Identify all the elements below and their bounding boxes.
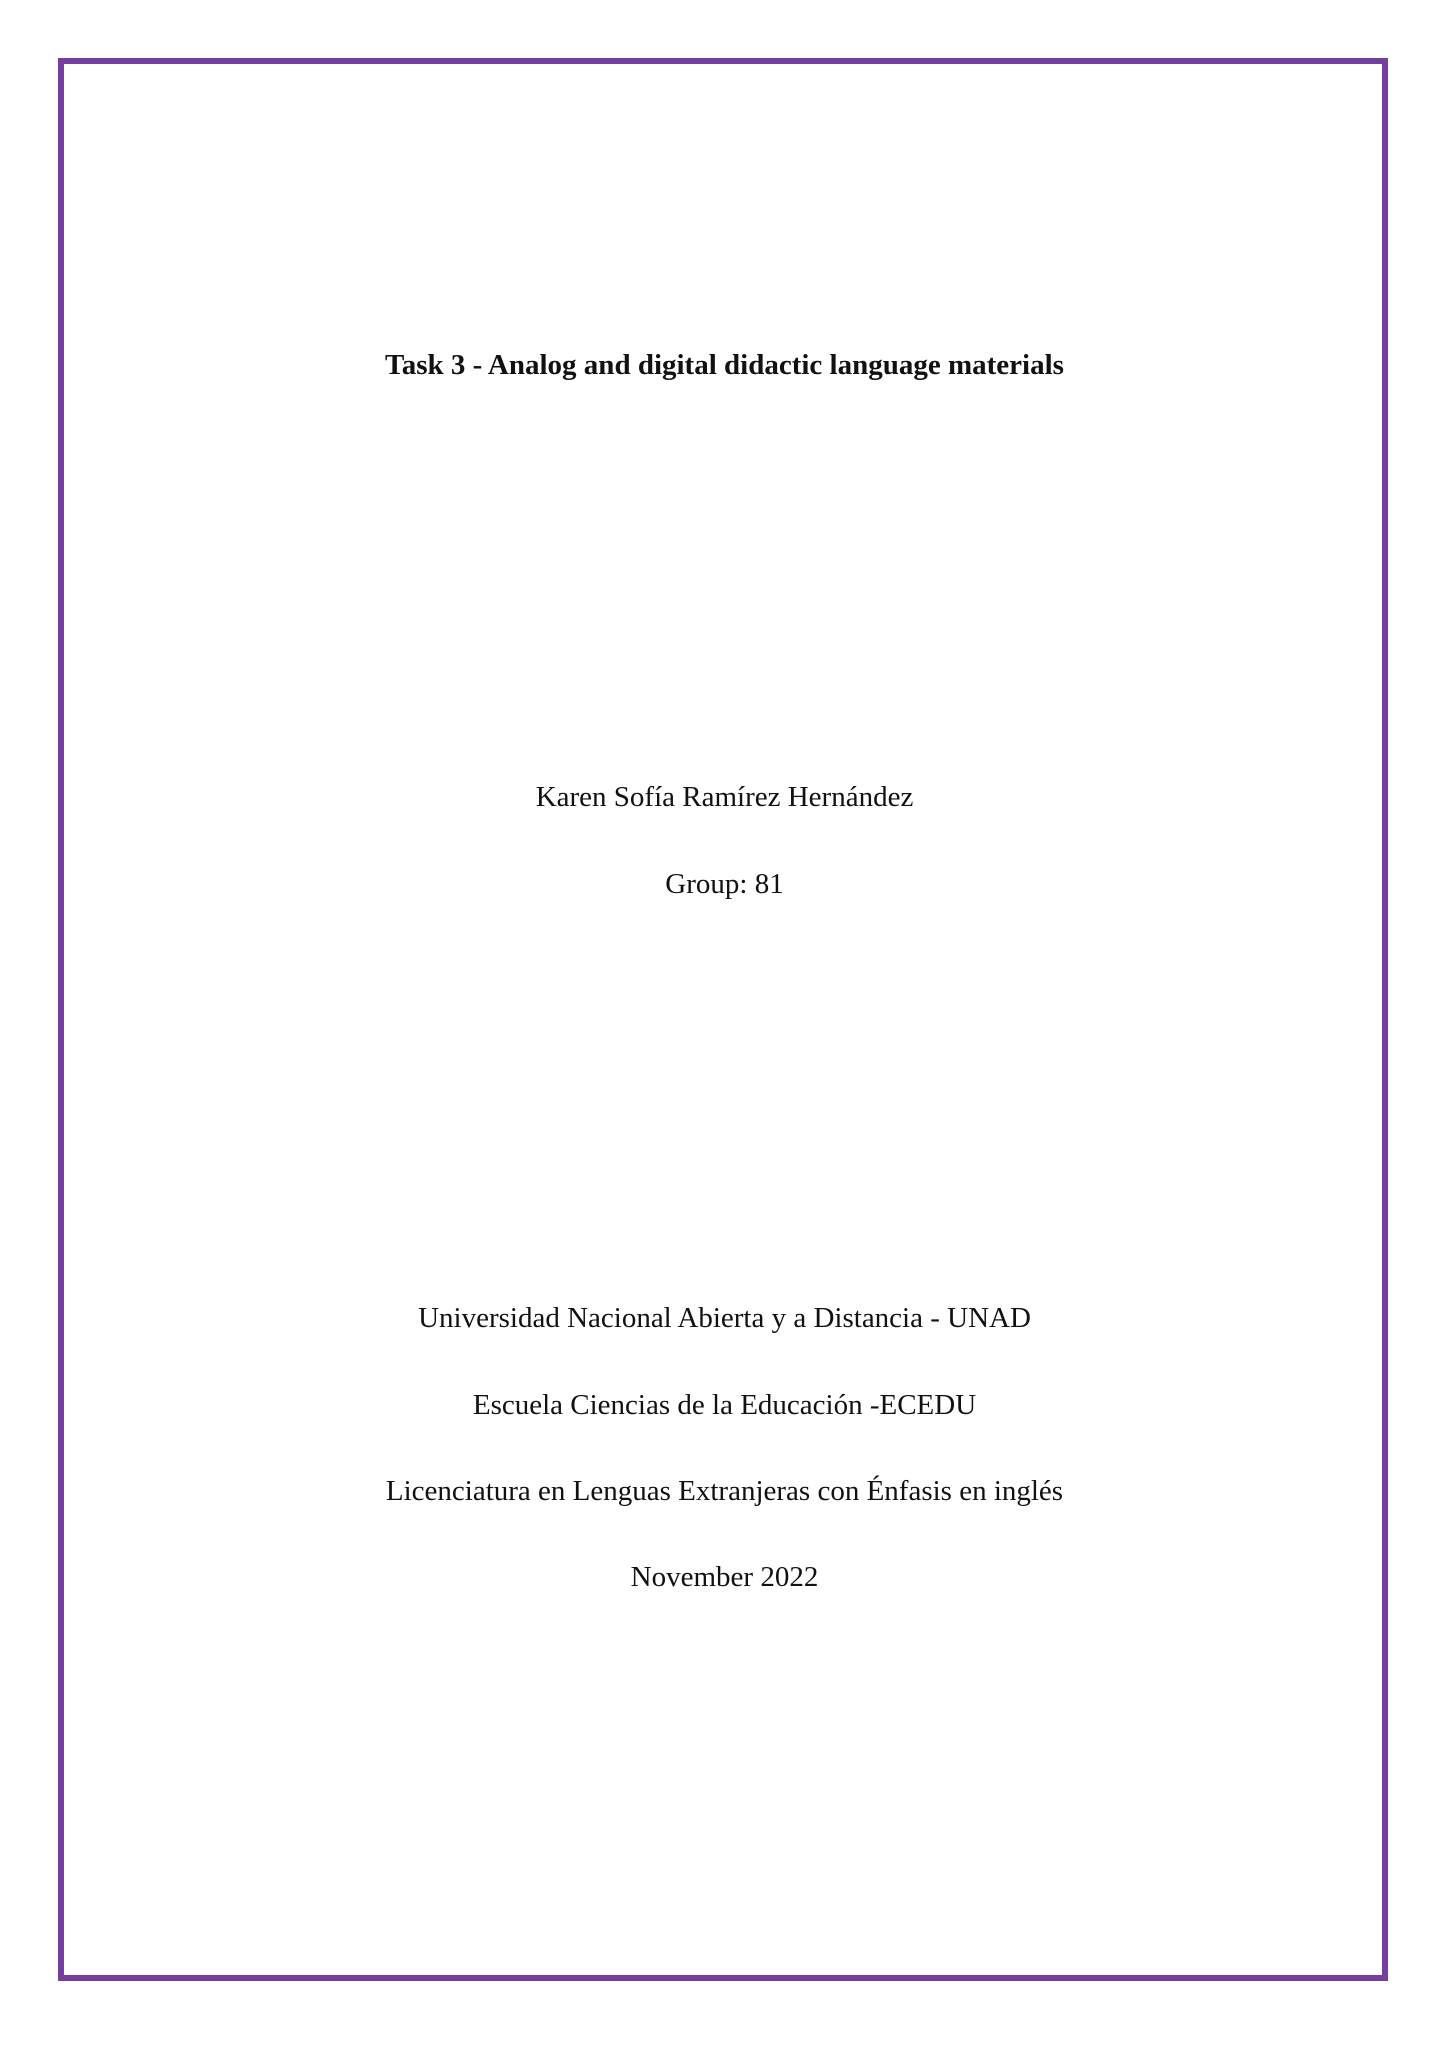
author-name: Karen Sofía Ramírez Hernández xyxy=(535,781,914,813)
university-name: Universidad Nacional Abierta y a Distancia - UNAD xyxy=(418,1302,1031,1334)
group-number: Group: 81 xyxy=(665,868,784,900)
program-name: Licenciatura en Lenguas Extranjeras con Énfasis en inglés xyxy=(385,1475,1064,1507)
page-border xyxy=(58,58,1388,1981)
document-date: November 2022 xyxy=(630,1561,819,1593)
document-title: Task 3 - Analog and digital didactic language materials xyxy=(385,349,1064,381)
school-name: Escuela Ciencias de la Educación -ECEDU xyxy=(472,1389,977,1421)
